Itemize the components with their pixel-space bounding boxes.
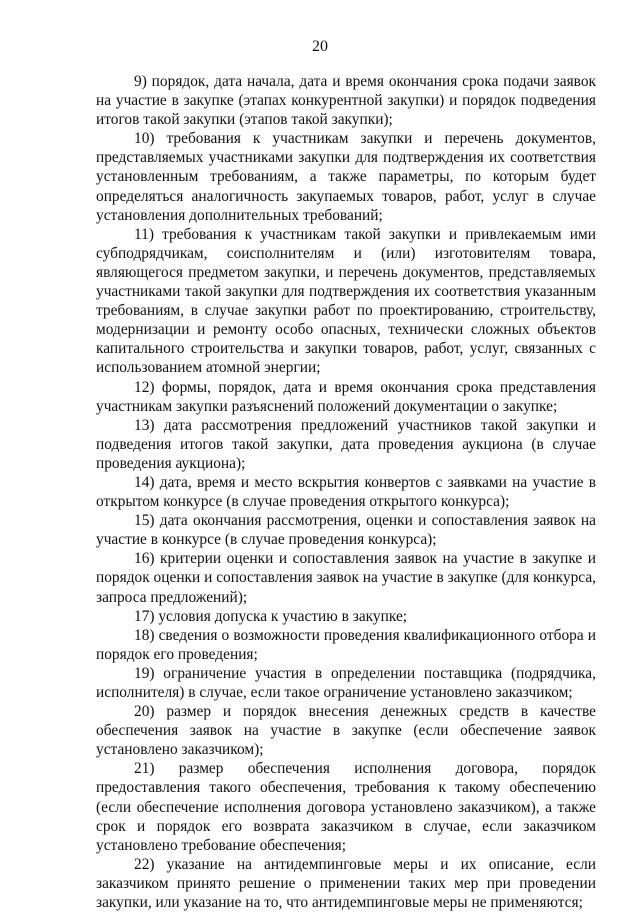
list-item-13: 13) дата рассмотрения предложений участников такой закупки и подведения итогов такой закупки, дата проведения аукциона (в случае проведения аукциона); xyxy=(96,416,596,472)
list-item-14: 14) дата, время и место вскрытия конвертов с заявками на участие в открытом конкурсе (в случае проведения открытого конкурса); xyxy=(96,473,596,511)
list-item-20: 20) размер и порядок внесения денежных средств в качестве обеспечения заявок на участие в закупке (если обеспечение заявок установлено заказчиком); xyxy=(96,703,596,759)
document-body xyxy=(96,72,596,912)
page-number: 20 xyxy=(312,38,328,55)
list-item-15: 15) дата окончания рассмотрения, оценки и сопоставления заявок на участие в конкурсе (в случае проведения конкурса); xyxy=(96,512,596,549)
list-item-9: 9) порядок, дата начала, дата и время окончания срока подачи заявок на участие в закупке (этапах конкурентной закупки) и порядок подведения итогов такой закупки (этапов такой закупки); xyxy=(96,73,596,129)
list-item-18: 18) сведения о возможности проведения квалификационного отбора и порядок его проведения; xyxy=(96,626,596,663)
list-item-17: 17) условия допуска к участию в закупке; xyxy=(134,607,408,625)
list-item-11: 11) требования к участникам такой закупки и привлекаемым ими субподрядчикам, соисполнителям и (или) изготовителям товара, являющегося предметом закупки, и перечень документов, представляемых участниками такой закупки для подтверждения их соответствия указанным требованиям, в случае закупки работ по проектированию, строительству, модернизации и ремонту особо опасных, технически сложных объектов капитального строительства и закупки товаров, работ, услуг, связанных с использованием атомной энергии; xyxy=(96,225,596,377)
list-item-12: 12) формы, порядок, дата и время окончания срока представления участникам закупки разъяснений положений документации о закупке; xyxy=(96,378,596,415)
list-item-19: 19) ограничение участия в определении поставщика (подрядчика, исполнителя) в случае, если такое ограничение установлено заказчиком; xyxy=(96,664,596,701)
list-item-22: 22) указание на антидемпинговые меры и их описание, если заказчиком принято решение о применении таких мер при проведении закупки, или указание на то, что антидемпинговые меры не применяются; xyxy=(96,855,596,912)
list-item-16: 16) критерии оценки и сопоставления заявок на участие в закупке и порядок оценки и сопоставления заявок на участие в закупке (для конкурса, запроса предложений); xyxy=(96,550,596,606)
list-item-10: 10) требования к участникам закупки и перечень документов, представляемых участниками закупки для подтверждения их соответствия установленным требованиям, а также параметры, по которым будет определяться аналогичность закупаемых товаров, работ, услуг в случае установления дополнительных требований; xyxy=(96,130,596,224)
list-item-21: 21) размер обеспечения исполнения договора, порядок предоставления такого обеспечения, требования к такому обеспечению (если обеспечение исполнения договора установлено заказчиком), а также срок и порядок его возврата заказчиком в случае, если заказчиком установлено требование обеспечения; xyxy=(96,760,596,854)
